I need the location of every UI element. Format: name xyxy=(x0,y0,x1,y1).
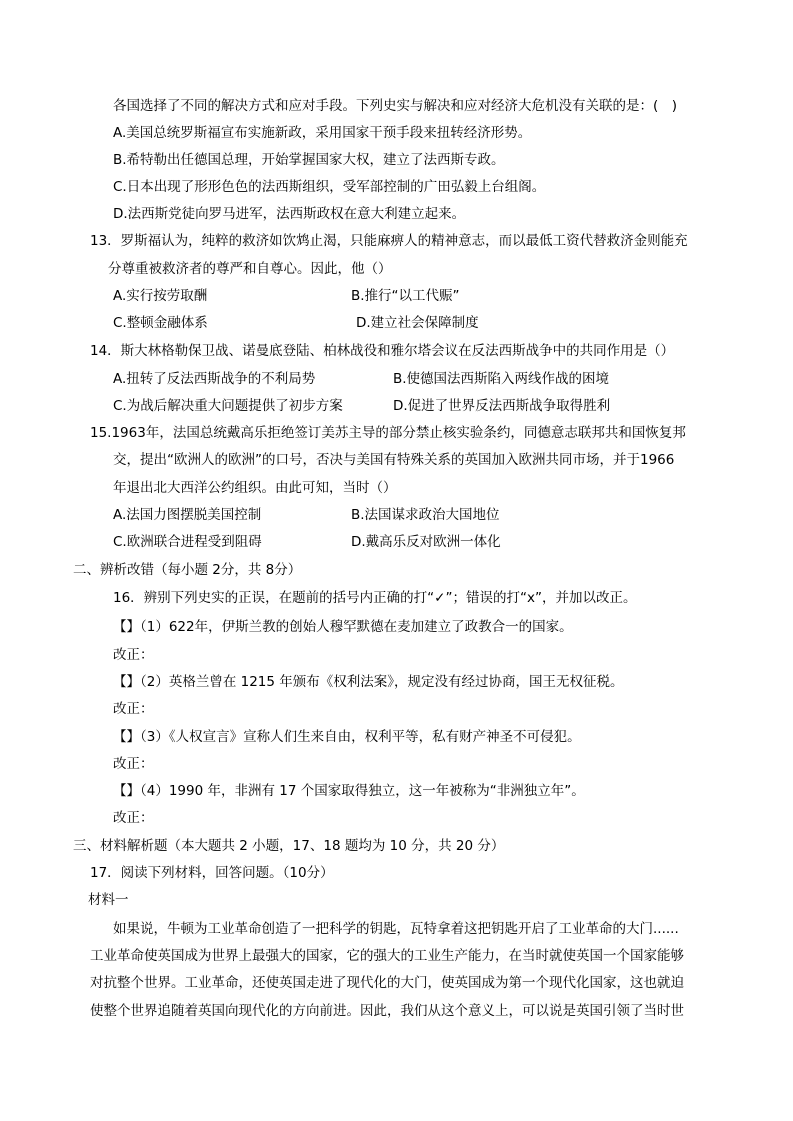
q15-option-d: D.戴高乐反对欧洲一体化 xyxy=(351,534,501,550)
q12-option-a: A.美国总统罗斯福宣布实施新政，采用国家干预手段来扭转经济形势。 xyxy=(113,125,532,141)
q16-item-3: 【】（3）《人权宣言》宣称人们生来自由，权利平等，私有财产神圣不可侵犯。 xyxy=(113,729,581,745)
q13-stem-line2: 分尊重被救济者的尊严和自尊心。因此，他（） xyxy=(108,261,392,277)
section-heading-2: 二、辨析改错（每小题 2分，共 8分） xyxy=(73,562,302,578)
q13-option-a: A.实行按劳取酬 xyxy=(113,288,208,304)
q15-stem-line1: 15.1963年，法国总统戴高乐拒绝签订美苏主导的部分禁止核实验条约，同德意志联邦共和国恢复邦 xyxy=(90,425,686,441)
correction-label-2: 改正： xyxy=(113,701,154,717)
material-para-line3: 对抗整个世界。工业革命，还使英国走进了现代化的大门，使英国成为第一个现代化国家，这也就迫 xyxy=(90,975,684,991)
material-para-line4: 使整个世界追随着英国向现代化的方向前进。因此，我们从这个意义上，可以说是英国引领了当时世 xyxy=(90,1003,684,1019)
q12-option-d: D.法西斯党徒向罗马进军，法西斯政权在意大利建立起来。 xyxy=(113,206,466,222)
q15-stem-line2: 交，提出“欧洲人的欧洲”的口号，否决与美国有特殊关系的英国加入欧洲共同市场，并于1966 xyxy=(113,452,675,468)
q13-option-b: B.推行“以工代赈” xyxy=(351,288,460,304)
correction-label-3: 改正： xyxy=(113,756,154,772)
section-heading-3: 三、材料解析题（本大题共 2 小题，17、18 题均为 10 分，共 20 分） xyxy=(73,838,505,854)
material-para-line2: 工业革命使英国成为世界上最强大的国家，它的强大的工业生产能力，在当时就使英国一个国家能够 xyxy=(90,948,684,964)
q15-option-b: B.法国谋求政治大国地位 xyxy=(351,507,500,523)
correction-label-1: 改正： xyxy=(113,647,154,663)
q17-stem: 17．阅读下列材料，回答问题。（10分） xyxy=(90,865,334,881)
material-label: 材料一 xyxy=(88,892,129,908)
q16-item-4: 【】（4）1990 年，非洲有 17 个国家取得独立，这一年被称为“非洲独立年”。 xyxy=(113,783,585,799)
q15-stem-line3: 年退出北大西洋公约组织。由此可知，当时（） xyxy=(113,480,397,496)
q15-option-a: A.法国力图摆脱美国控制 xyxy=(113,507,262,523)
q13-stem-line1: 13．罗斯福认为，纯粹的救济如饮鸩止渴，只能麻痹人的精神意志，而以最低工资代替救济金则能充 xyxy=(90,233,688,249)
q14-option-a: A.扭转了反法西斯战争的不利局势 xyxy=(113,371,316,387)
q12-option-c: C.日本出现了形形色色的法西斯组织，受军部控制的广田弘毅上台组阁。 xyxy=(113,179,546,195)
q12-option-b: B.希特勒出任德国总理，开始掌握国家大权，建立了法西斯专政。 xyxy=(113,152,505,168)
q12-stem: 各国选择了不同的解决方式和应对手段。下列史实与解决和应对经济大危机没有关联的是：( ) xyxy=(113,98,678,114)
correction-label-4: 改正： xyxy=(113,810,154,826)
q14-stem: 14．斯大林格勒保卫战、诺曼底登陆、柏林战役和雅尔塔会议在反法西斯战争中的共同作用是（） xyxy=(90,343,675,359)
q13-option-d: D.建立社会保障制度 xyxy=(356,315,479,331)
material-para-line1: 如果说，牛顿为工业革命创造了一把科学的钥匙，瓦特拿着这把钥匙开启了工业革命的大门...... xyxy=(113,921,679,937)
q16-item-2: 【】（2）英格兰曾在 1215 年颁布《权利法案》，规定没有经过协商，国王无权征税。 xyxy=(113,674,624,690)
q14-option-c: C.为战后解决重大问题提供了初步方案 xyxy=(113,398,343,414)
q16-intro: 16．辨别下列史实的正误，在题前的括号内正确的打“✓”；错误的打“x”，并加以改正。 xyxy=(113,590,637,606)
q14-option-b: B.使德国法西斯陷入两线作战的困境 xyxy=(393,371,610,387)
q16-item-1: 【】（1）622年，伊斯兰教的创始人穆罕默德在麦加建立了政教合一的国家。 xyxy=(113,619,573,635)
q14-option-d: D.促进了世界反法西斯战争取得胜利 xyxy=(393,398,611,414)
q13-option-c: C.整顿金融体系 xyxy=(113,315,208,331)
q15-option-c: C.欧洲联合进程受到阻碍 xyxy=(113,534,262,550)
